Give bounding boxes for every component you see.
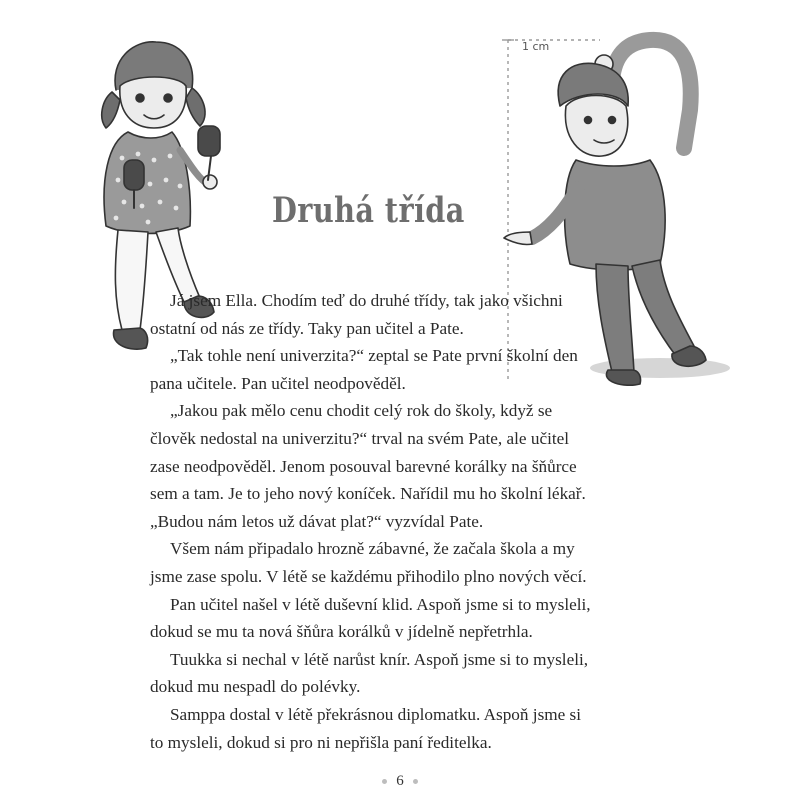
text-line: Samppa dostal v létě překrásnou diplomatku. Aspoň jsme si <box>170 704 582 724</box>
page-number: 6 <box>396 773 404 789</box>
footer-dot-right <box>413 779 418 784</box>
text-line: ostatní od nás ze třídy. Taky pan učitel a Pate. <box>150 318 464 338</box>
footer-dot-left <box>382 779 387 784</box>
text-line: „Tak tohle není univerzita?“ zeptal se Pate první školní den <box>170 346 578 366</box>
text-line: jsme zase spolu. V létě se každému přihodilo plno nových věcí. <box>150 566 587 586</box>
text-line: Já jsem Ella. Chodím teď do druhé třídy, tak jako všichni <box>170 291 563 310</box>
text-line: Tuukka si nechal v létě narůst knír. Aspoň jsme si to mysleli, <box>170 649 589 669</box>
text-line: to mysleli, dokud si pro ni nepřišla paní ředitelka. <box>150 732 492 752</box>
text-line: Všem nám připadalo hrozně zábavné, že začala škola a my <box>170 539 575 559</box>
text-line: pana učitele. Pan učitel neodpověděl. <box>150 373 406 393</box>
text-line: Pan učitel našel v létě duševní klid. Aspoň jsme si to mysleli, <box>170 594 591 614</box>
text-line: zase neodpověděl. Jenom posouval barevné korálky na šňůrce <box>150 456 577 476</box>
page-footer <box>0 773 800 790</box>
text-line: člověk nedostal na univerzitu?“ trval na svém Pate, ale učitel <box>150 428 570 448</box>
text-line: dokud se mu ta nová šňůra korálků v jídelně nepřetrhla. <box>150 622 533 642</box>
chapter-title: Druhá třída <box>272 190 465 231</box>
text-line: sem a tam. Je to jeho nový koníček. Nařídil mu ho školní lékař. <box>150 484 586 504</box>
text-line: „Jakou pak mělo cenu chodit celý rok do školy, když se <box>170 401 553 421</box>
text-line: „Budou nám letos už dávat plat?“ vyzvídal Pate. <box>150 511 484 531</box>
chapter-body <box>150 287 680 756</box>
text-line: dokud mu nespadl do polévky. <box>150 677 361 697</box>
ruler-label: 1 cm <box>522 40 550 53</box>
